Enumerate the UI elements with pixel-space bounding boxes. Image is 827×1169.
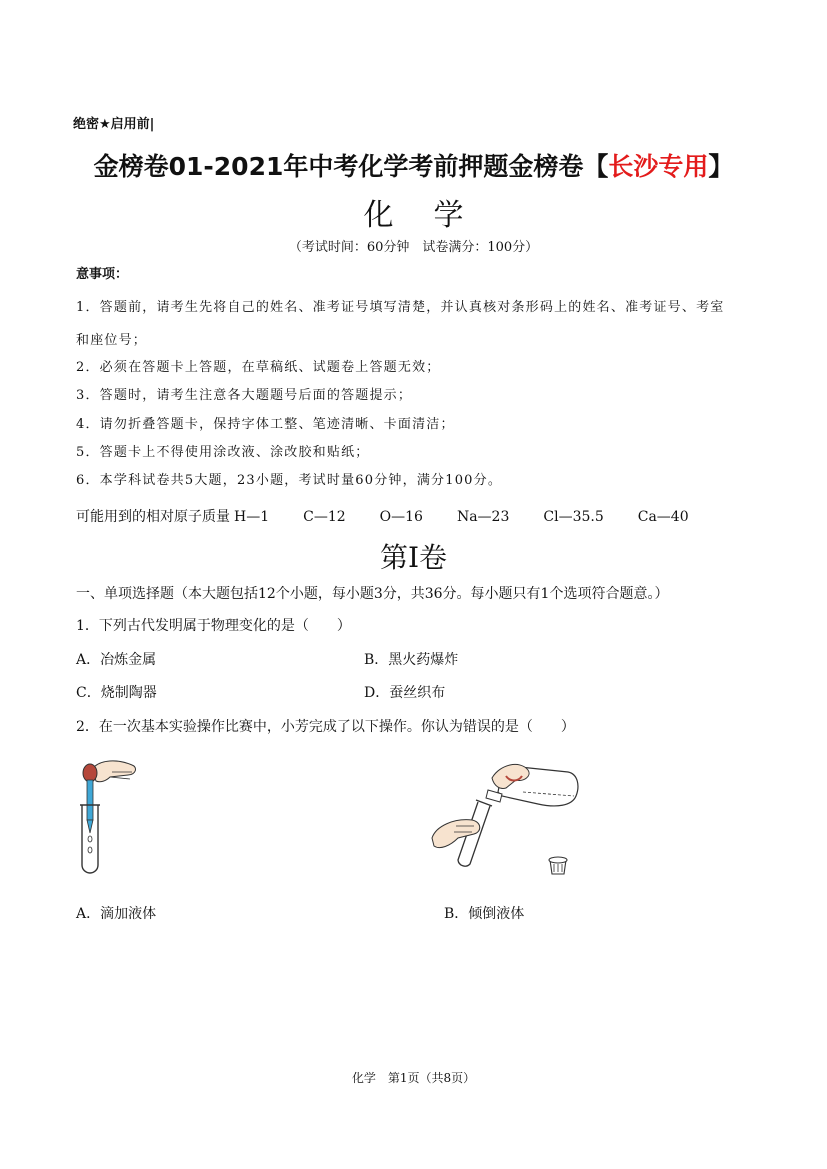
atomic-mass: C—12 [303, 509, 346, 525]
subject-heading: 化学 [363, 198, 504, 233]
note-item: 3．答题时，请考生注意各大题题号后面的答题提示； [76, 388, 413, 403]
exam-info: （考试时间：60分钟 试卷满分：100分） [288, 240, 539, 255]
atomic-mass: Ca—40 [637, 509, 689, 525]
atomic-label: 可能用到的相对原子质量 [76, 509, 230, 525]
question-2-stem: 2．在一次基本实验操作比赛中，小芳完成了以下操作。你认为错误的是（ ） [76, 719, 575, 735]
note-item: 4．请勿折叠答题卡，保持字体工整、笔迹清晰、卡面清洁； [76, 417, 455, 432]
q2-option-a: A．滴加液体 [76, 906, 157, 922]
exam-title [0, 147, 827, 183]
pouring-illustration [428, 752, 588, 882]
title-end: 】 [708, 152, 734, 181]
q2-option-b: B．倾倒液体 [444, 906, 525, 922]
dropper-illustration [70, 755, 150, 880]
notes-heading: 意事项： [76, 267, 129, 282]
note-item: 5．答题卡上不得使用涂改液、涂改胶和贴纸； [76, 445, 370, 460]
question-1-stem: 1．下列古代发明属于物理变化的是（ ） [76, 618, 351, 634]
note-item: 2．必须在答题卡上答题，在草稿纸、试题卷上答题无效； [76, 360, 441, 375]
confidential-mark: 绝密★启用前| [73, 117, 155, 132]
q1-option-d: D．蚕丝织布 [364, 685, 446, 701]
page-footer: 化学 第1页（共8页） [351, 1071, 476, 1085]
title-main: 金榜卷01-2021年中考化学考前押题金榜卷【 [93, 152, 609, 181]
q1-option-a: A．冶炼金属 [76, 652, 157, 668]
q1-option-c: C．烧制陶器 [76, 685, 157, 701]
atomic-masses [76, 506, 723, 526]
atomic-mass: O—16 [379, 509, 423, 525]
title-highlight: 长沙专用 [608, 152, 709, 181]
q1-option-b: B．黑火药爆炸 [364, 652, 459, 668]
atomic-mass: Cl—35.5 [543, 509, 604, 525]
section-heading: 一、单项选择题（本大题包括12个小题，每小题3分，共36分。每小题只有1个选项符合题意。） [76, 586, 669, 602]
note-item: 和座位号； [76, 333, 148, 348]
note-item: 1．答题前，请考生先将自己的姓名、准考证号填写清楚，并认真核对条形码上的姓名、准考证号、考室 [76, 300, 725, 315]
atomic-mass: Na—23 [456, 509, 510, 525]
note-item: 6．本学科试卷共5大题，23小题，考试时量60分钟，满分100分。 [76, 473, 503, 488]
atomic-mass: H—1 [234, 509, 270, 525]
volume-title: 第I卷 [379, 541, 448, 574]
